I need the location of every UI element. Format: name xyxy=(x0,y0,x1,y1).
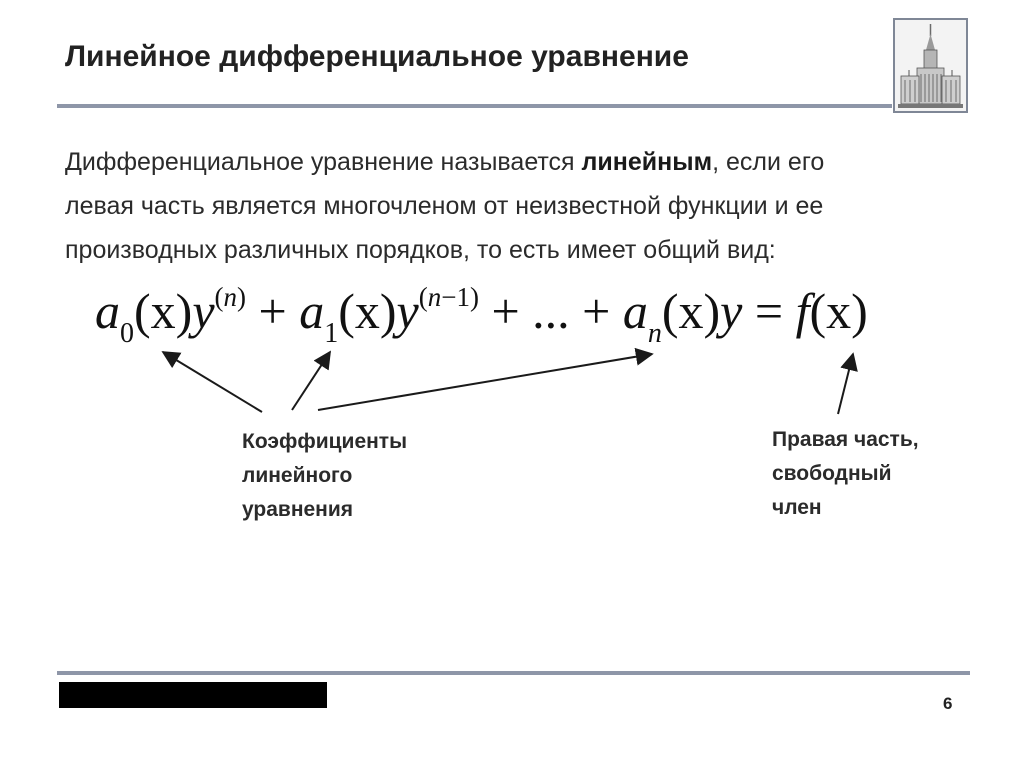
callout-coefficients-line-1: Коэффициенты xyxy=(242,430,408,453)
redacted-footer-block xyxy=(59,682,327,708)
sup-rest-2: −1) xyxy=(441,282,479,312)
plus-ellipsis: + ... + xyxy=(478,283,623,339)
arg-x-4: (x) xyxy=(809,283,868,339)
equals-sign: = xyxy=(742,283,796,339)
plus-sign-1: + xyxy=(246,283,300,339)
callout-right-side-line-3: член xyxy=(772,496,822,519)
sup-open-2: ( xyxy=(418,282,428,312)
coef-a1-index: 1 xyxy=(324,318,339,349)
arg-x-3: (x) xyxy=(661,283,721,339)
callout-coefficients-line-3: уравнения xyxy=(242,498,354,521)
arrow-to-f xyxy=(838,354,853,414)
arg-x-2: (x) xyxy=(338,283,397,339)
sup-close-1: ) xyxy=(237,282,247,312)
coef-an-index: n xyxy=(647,318,662,349)
arrow-to-a1 xyxy=(292,352,330,410)
coef-an: a xyxy=(622,283,648,339)
arrow-to-a0 xyxy=(163,352,262,412)
function-y-3: y xyxy=(720,283,743,339)
definition-line-1-start: Дифференциальное уравнение называется xyxy=(65,148,582,176)
definition-line-3: производных различных порядков, то есть имеет общий вид: xyxy=(65,236,776,264)
callout-right-side-line-1: Правая часть, xyxy=(772,428,919,451)
term-linear: линейным xyxy=(581,148,713,176)
callout-coefficients-line-2: линейного xyxy=(242,464,353,487)
arrow-to-an xyxy=(318,354,652,410)
coef-a1: a xyxy=(299,283,325,339)
slide-title: Линейное дифференциальное уравнение xyxy=(65,40,689,73)
function-f: f xyxy=(795,283,810,339)
coef-a0: a xyxy=(95,283,120,339)
sup-open-1: ( xyxy=(214,282,224,312)
footer-divider xyxy=(57,671,970,675)
coef-a0-index: 0 xyxy=(120,318,134,349)
sup-var-1: n xyxy=(223,282,238,312)
definition-line-1-end: , если его xyxy=(712,148,825,176)
callout-right-side xyxy=(772,423,919,525)
callout-right-side-line-2: свободный xyxy=(772,462,892,485)
page-number: 6 xyxy=(943,694,953,713)
function-y-2: y xyxy=(396,283,419,339)
callout-coefficients xyxy=(242,425,407,527)
arg-x-1: (x) xyxy=(134,283,193,339)
definition-line-2: левая часть является многочленом от неизвестной функции и ее xyxy=(65,192,824,220)
function-y-1: y xyxy=(192,283,215,339)
sup-var-2: n xyxy=(427,282,442,312)
